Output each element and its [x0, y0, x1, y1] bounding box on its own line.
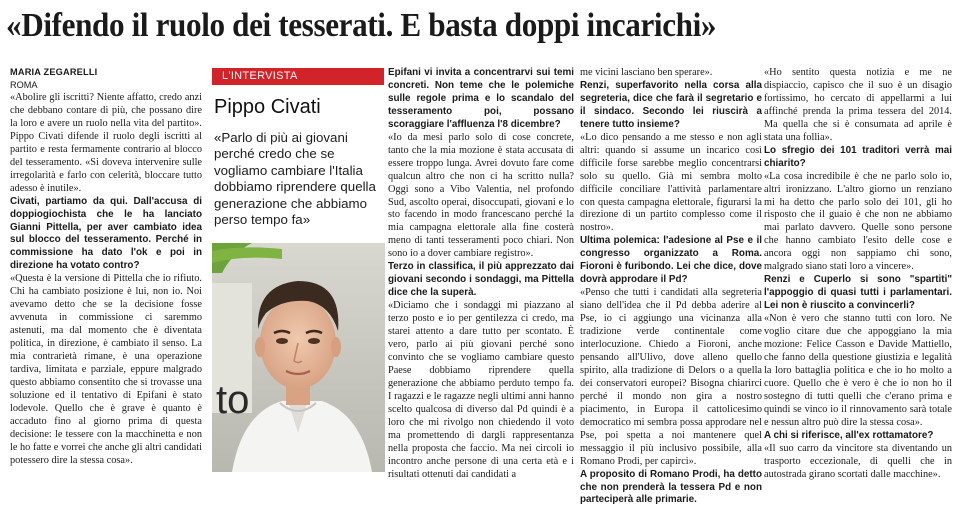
headline: «Difendo il ruolo dei tesserati. E basta doppi incarichi» — [6, 7, 717, 44]
question-paragraph: Renzi, superfavorito nella corsa alla segreteria, dice che farà il segretario e il sindaco. Secondo lei riuscirà a tenere tutto insieme? — [580, 79, 762, 130]
answer-paragraph: «Abolire gli iscritti? Niente affatto, credo anzi che debbano contare di più, che possano dire la loro e avere un ruolo nella vita del partito». Pippo Civati difende il ruolo degli iscritti al partito e resta fermamente contrario al blocco del tesseramento. «Si doveva intervenire sulle irregolarità e farlo con celerità, bloccare tutto adesso è inutile». — [10, 92, 202, 194]
question-paragraph: Epifani vi invita a concentrarvi sui temi concreti. Non teme che le polemiche sulle regole prima e lo scandalo del tesseramento poi, possano scoraggiare l'affluenza l'8 dicembre? — [388, 67, 574, 130]
question-paragraph: Ultima polemica: l'adesione al Pse e il congresso organizzato a Roma. Fioroni è furibondo. Lei che dice, dove dovrà approdare il Pd? — [580, 235, 762, 286]
portrait-illustration — [212, 243, 385, 472]
interviewee-name: Pippo Civati — [214, 96, 321, 118]
background-sign-text: to — [216, 378, 250, 422]
answer-paragraph: me vicini lasciano ben sperare». — [580, 67, 713, 78]
author-name: MARIA ZEGARELLI — [10, 67, 98, 77]
question-paragraph: A chi si riferisce, all'ex rottamatore? — [764, 429, 934, 441]
question-paragraph: Civati, partiamo da qui. Dall'accusa di doppiogiochista che le ha lanciato Gianni Pittella, per aver cambiato idea sul blocco del tesseramento. Perché in commissione ha dato l'ok e poi in direzione ha votato contro? — [10, 195, 202, 272]
answer-paragraph: «Ho sentito questa notizia e me ne dispiaccio, capisco che il suo è un disagio fortissimo, ho cercato di appellarmi a lui affinché prenda la prima tessera del 2014. Ma quella che si è consumata ad aprile è stata una follia». — [764, 67, 952, 143]
question-paragraph: Terzo in classifica, il più apprezzato dai giovani secondo i sondaggi, ma Pittella dice che la superà. — [388, 261, 574, 299]
pull-quote: «Parlo di più ai giovani perché credo che se vogliamo cambiare l'Italia dobbiamo riprendere quella generazione che abbiamo perso tempo fa» — [214, 130, 376, 228]
answer-paragraph: «La cosa incredibile è che ne parlo solo io, altri ironizzano. L'altro giorno un renziano mi ha detto che parlo solo dei 101, gli ho risposto che il guaio è che non ne abbiamo mai parlato davvero. Quelle sono persone che hanno cambiato l'esito delle cose e ancora oggi non sappiamo chi sono, malgrado siano stati loro a vincere». — [764, 170, 952, 273]
answer-paragraph: «Il suo carro da vincitore sta diventando un trasporto eccezionale, di quelli che in autostrada girano scortati dalle macchine». — [764, 442, 952, 480]
question-paragraph: Renzi e Cuperlo si sono "spartiti" l'appoggio di quasi tutti i parlamentari. Lei non è riuscito a convincerli? — [764, 274, 952, 312]
portrait-photo — [212, 243, 385, 472]
answer-paragraph: «Diciamo che i sondaggi mi piazzano al terzo posto e io per gentilezza ci credo, ma starei attento a dare tutto per scontato. È vero, parlo ai più giovani perché sono convinto che se vogliamo cambiare questo Paese dobbiamo riprendere quella generazione che abbiamo perduto tempo fa. I ragazzi e le ragazze negli ultimi anni hanno scelto qualcosa di diverso dal Pd quindi è a loro che mi rivolgo non chiedendo il voto ma promettendo di dargli rappresentanza nella proposta che faccio. Ma nei circoli io incontro anche persone di una certa età e i risultati ottenuti dai candidati a — [388, 300, 574, 480]
answer-paragraph: «Io da mesi parlo solo di cose concrete, tanto che la mia mozione è stata accusata di essere troppo lunga. Avrei dovuto fare come qualcun altro che non ci ha scritto nulla? Oggi sono a Vibo Valentia, nel profondo Sud, ascolto operai, disoccupati, giovani e lo sto facendo in modo francescano perché la mia campagna elettorale alla fine costerà meno di tanti tesseramenti poco chiari. Non sono io a dover cambiare registro». — [388, 131, 574, 260]
answer-paragraph: «Questa è la versione di Pittella che io rifiuto. Chi ha cambiato posizione è lui, non io. Noi avevamo detto che se la decisione fosse avvenuta in commissione ci saremmo astenuti, ma dal momento che è diventata politica, in direzione, è cambiato il senso. La mia contrarietà rimane, è una operazione tardiva, limitata e parziale, eppure malgrado questo abbiamo consentito che si trovasse una soluzione ed il tentativo di Epifani è stato lodevole. Quello che è grave è quanto è accaduto fino al giorno prima di questa decisione: le tessere con la macchinetta e non le ho fatte e vorrei che anche gli altri candidati potessero dire la stessa cosa». — [10, 273, 202, 466]
section-label: L'INTERVISTA — [212, 68, 384, 85]
byline — [10, 66, 97, 92]
answer-paragraph: «Lo dico pensando a me stesso e non agli altri: quando si assume un incarico così difficile forse sarebbe meglio concentrarsi solo su quello. Già mi sembra molto difficile conciliare l'attività parlamentare con questa campagna elettorale, figurarsi la direzione di un partito complesso come il nostro». — [580, 131, 762, 234]
article-column-3 — [388, 67, 574, 482]
question-paragraph: Lo sfregio dei 101 traditori verrà mai chiarito? — [764, 144, 952, 169]
article-column-1 — [10, 92, 202, 468]
question-paragraph: A proposito di Romano Prodi, ha detto che non prenderà la tessera Pd e non parteciperà alle primarie. — [580, 468, 762, 506]
dateline: ROMA — [10, 80, 38, 90]
answer-paragraph: «Penso che tutti i candidati alla segreteria siano dell'idea che il Pd debba aderire al Pse, io ci aggiungo una vicinanza alla tradizione verde continentale come interlocuzione. Chiedo a Fioroni, anche pensando all'Ulivo, dove alleno quello spirito, alla tradizione di Delors o a quella dei conservatori europei? Bisogna chiarirci perché il mondo non gira a nostro piacimento, in Europa il cattolicesimo democratico mi sembra possa approdare nel Pse, poi spetta a noi mantenere quel messaggio il più inclusivo possibile, alla Romano Prodi, per capirci». — [580, 287, 762, 467]
answer-paragraph: «Non è vero che stanno tutti con loro. Ne voglio citare due che appoggiano la mia mozione: Felice Casson e Davide Mattiello, che fanno della questione giustizia e legalità la loro battaglia politica e che io ho molto a cuore. Quello che è vero è che io non ho il sostegno di tutti quelli che c'erano prima e quindi se vinco io il rinnovamento sarà totale e nessun altro può dire la stessa cosa». — [764, 313, 952, 428]
article-column-4 — [580, 67, 762, 507]
article-column-5 — [764, 67, 952, 482]
